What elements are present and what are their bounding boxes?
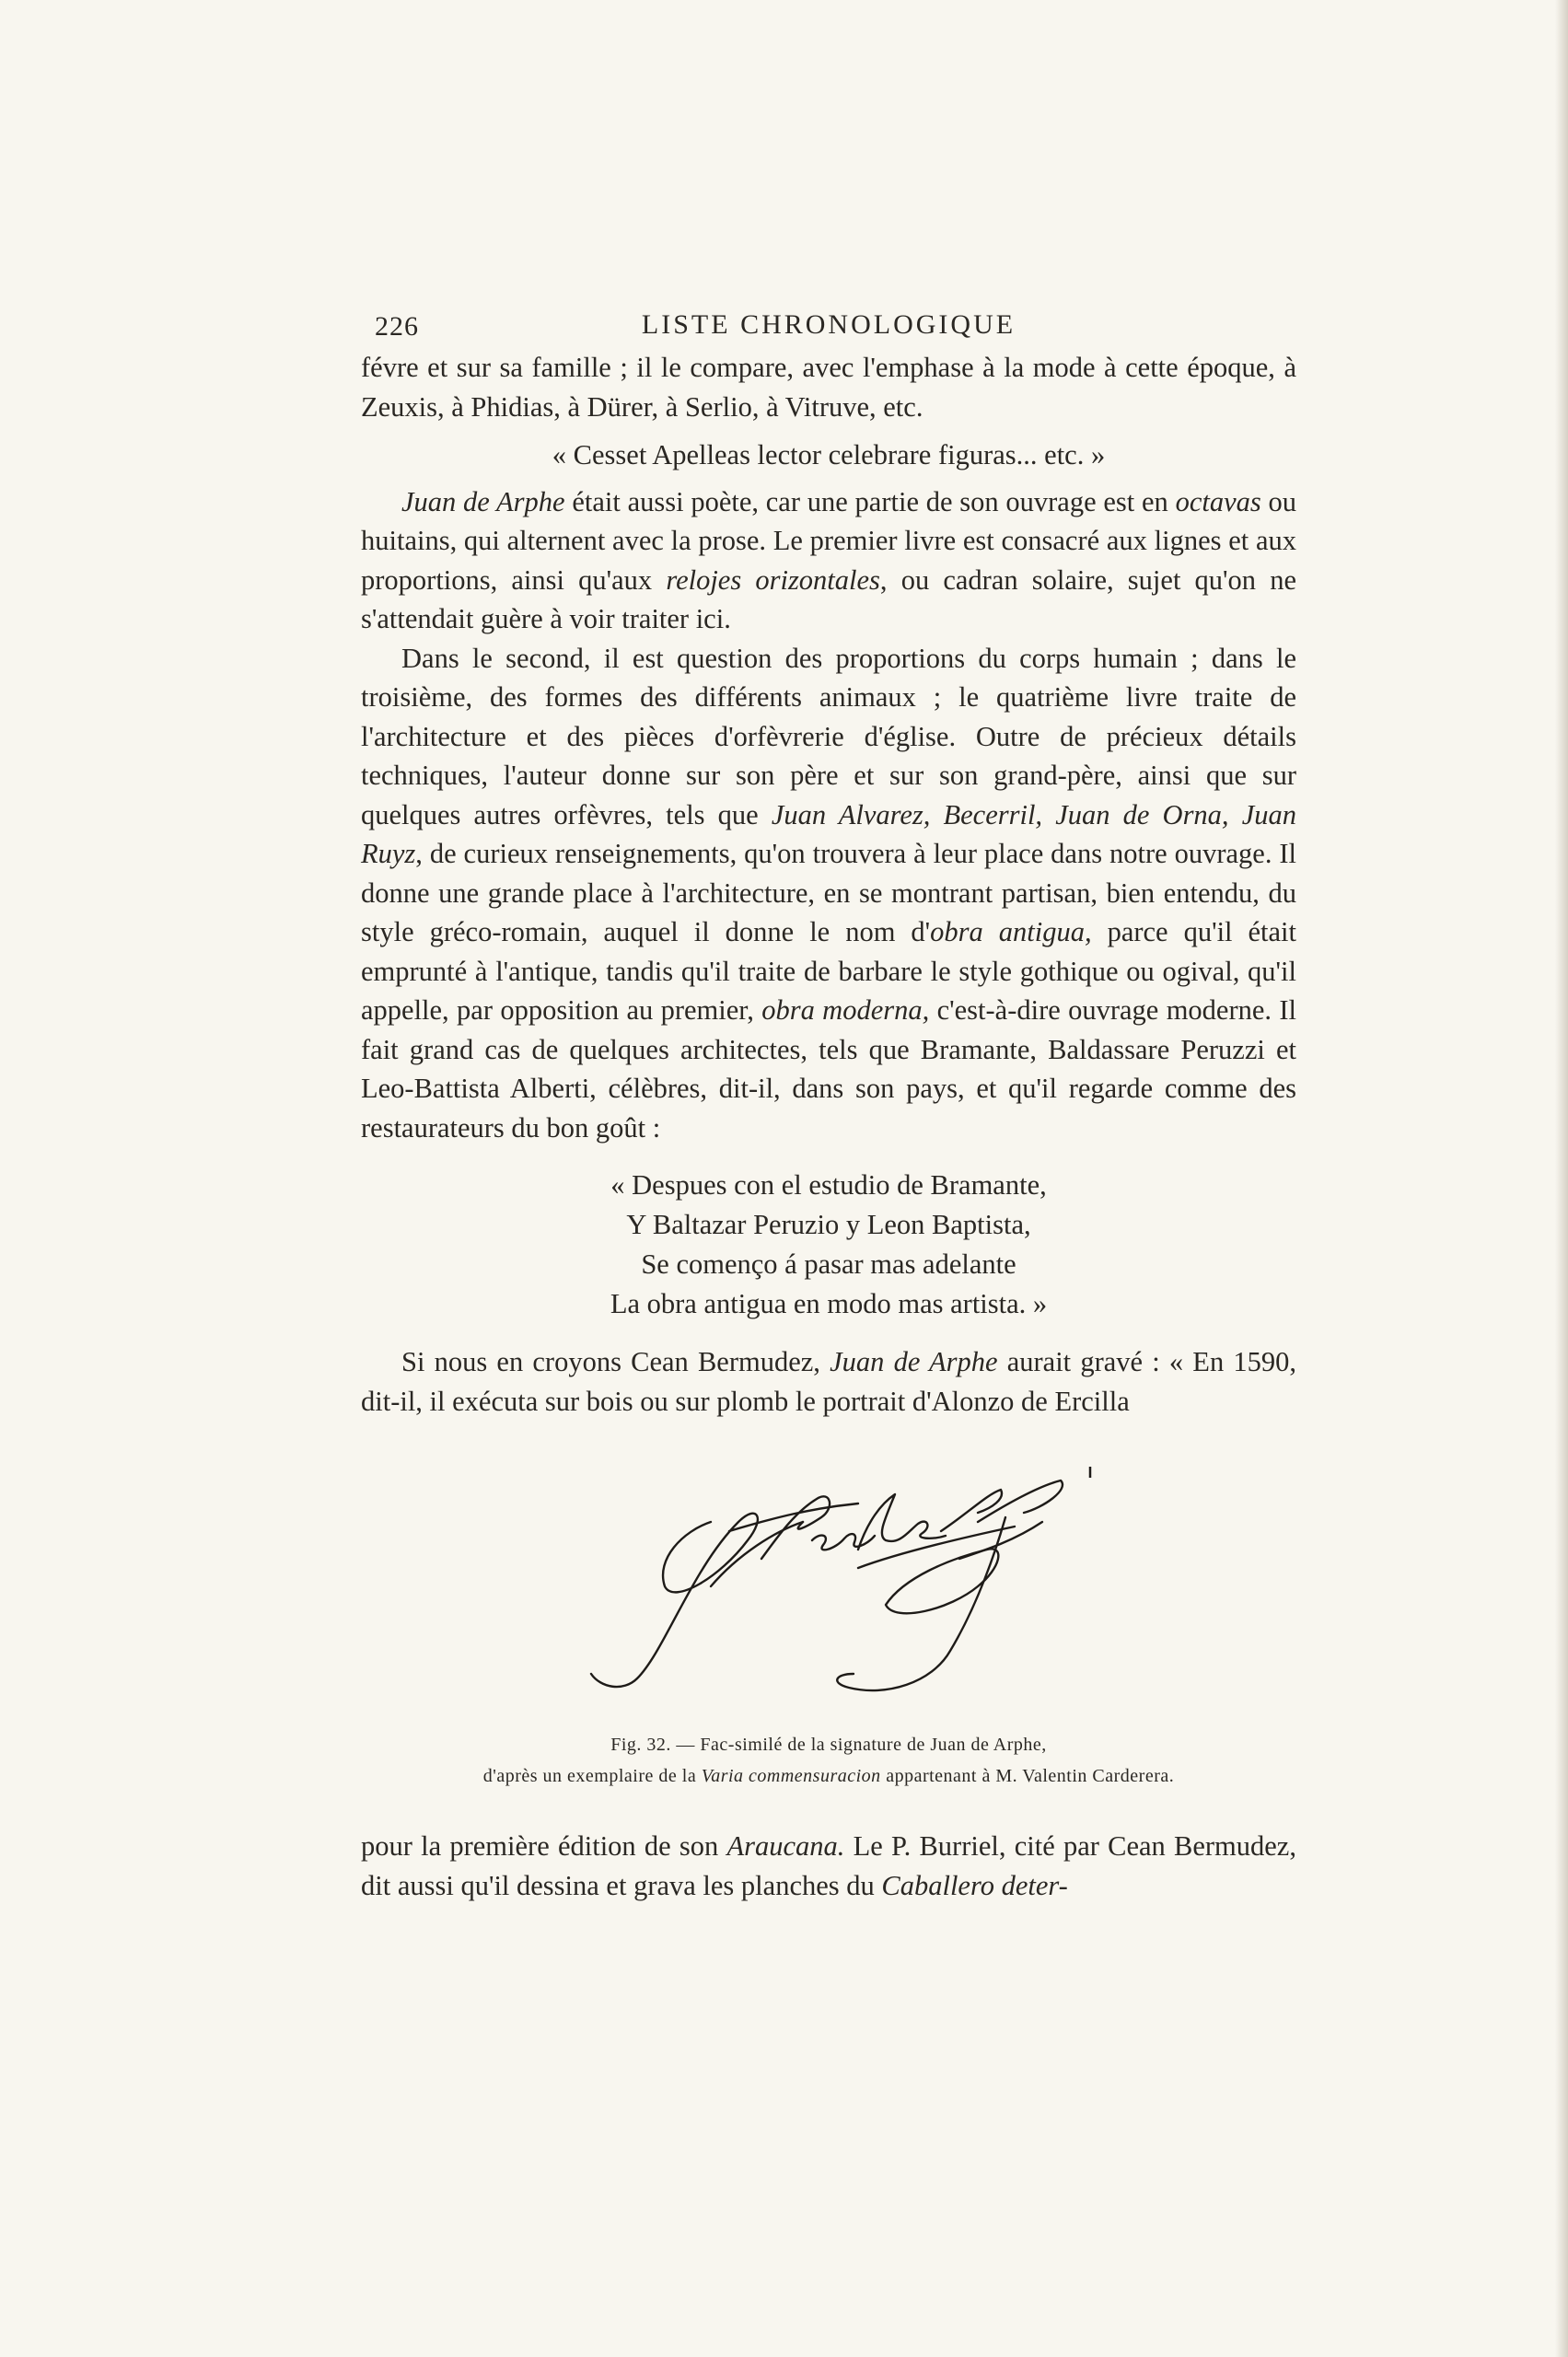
running-head: [361, 304, 1296, 348]
page-edge-shadow: [1555, 0, 1568, 2357]
term-relojes: relojes orizontales: [666, 563, 880, 596]
signature-facsimile: [582, 1467, 1098, 1715]
term-obra-antigua: obra antigua,: [930, 916, 1092, 947]
paragraph-3: Dans le second, il est question des proportions du corps humain ; dans le troisième, des formes des différents animaux ; le quatrième livre traite de l'architecture et des pièces d'orfèvrerie d'église. Outre de précieux détails techniques, l'auteur donne sur son père et sur son grand-père, ainsi que sur quelques autres orfèvres, tels que Juan Alvarez, Becerril, Juan de Orna, Juan Ruyz, de curieux renseignements, qu'on trouvera à leur place dans notre ouvrage. Il donne une grande place à l'architecture, en se montrant partisan, bien entendu, du style gréco-romain, auquel il donne le nom d'obra antigua, parce qu'il était emprunté à l'antique, tandis qu'il traite de barbare le style gothique ou ogival, qu'il appelle, par opposition au premier, obra moderna, c'est-à-dire ouvrage moderne. Il fait grand cas de quelques architectes, tels que Bramante, Baldassare Peruzzi et Leo-Battista Alberti, célèbres, dit-il, dans son pays, et qu'il regarde comme des restaurateurs du bon goût :: [361, 642, 1297, 1144]
caption-line-2: d'après un exemplaire de la Varia commensuracion appartenant à M. Valentin Carderera.: [482, 1766, 1175, 1786]
term-obra-moderna: obra moderna,: [761, 994, 930, 1026]
book-title: Varia commensuracion: [701, 1766, 881, 1786]
page-number: 226: [375, 311, 419, 342]
book-page: [361, 304, 1296, 1905]
paragraph-2: Juan de Arphe était aussi poète, car une partie de son ouvrage est en octavas ou huitains, qui alternent avec la prose. Le premier livre est consacré aux lignes et aux proportions, ainsi qu'aux relojes orizontales, ou cadran solaire, sujet qu'on ne s'attendait guère à voir traiter ici.: [361, 485, 1297, 634]
verse-line: La obra antigua en modo mas artista. »: [610, 1288, 1048, 1319]
author-name: Juan de Arphe: [830, 1346, 998, 1377]
term-octavas: octavas: [1175, 485, 1261, 517]
paragraph-5: pour la première édition de son Araucana. Le P. Burriel, cité par Cean Bermudez, dit aussi qu'il dessina et grava les planches du Caballero deter-: [361, 1830, 1296, 1901]
caption-line-1: Fig. 32. — Fac-similé de la signature de Juan de Arphe,: [610, 1735, 1047, 1755]
goldsmith-names: Juan Alvarez, Becerril, Juan de Orna, Juan Ruyz: [361, 798, 1296, 869]
paragraph-1: févre et sur sa famille ; il le compare, avec l'emphase à la mode à cette époque, à Zeuxis, à Phidias, à Dürer, à Serlio, à Vitruve, etc.: [361, 352, 1296, 423]
signature-figure: [361, 1476, 1296, 1729]
author-name: Juan de Arphe: [401, 485, 565, 517]
verse-line: « Despues con el estudio de Bramante,: [610, 1169, 1047, 1201]
spanish-verse: [361, 1166, 1296, 1324]
book-araucana: Araucana.: [726, 1830, 845, 1862]
running-title: LISTE CHRONOLOGIQUE: [641, 309, 1016, 340]
book-caballero: Caballero deter-: [881, 1869, 1068, 1901]
verse-line: Y Baltazar Peruzio y Leon Baptista,: [626, 1209, 1031, 1240]
paragraph-4: Si nous en croyons Cean Bermudez, Juan de Arphe aurait gravé : « En 1590, dit-il, il exécuta sur bois ou sur plomb le portrait d'Alonzo de Ercilla: [361, 1346, 1296, 1417]
latin-quote: « Cesset Apelleas lector celebrare figuras... etc. »: [552, 439, 1106, 470]
figure-caption: [361, 1729, 1296, 1792]
verse-line: Se començo á pasar mas adelante: [641, 1248, 1016, 1280]
